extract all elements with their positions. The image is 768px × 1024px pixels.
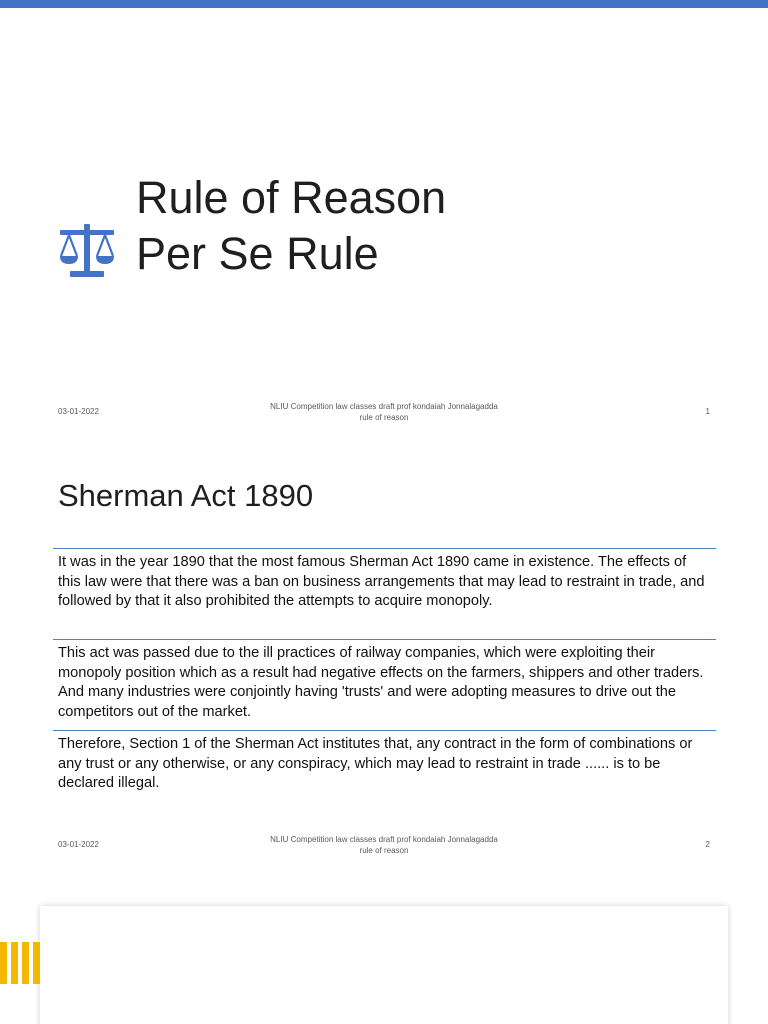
accent-bar bbox=[0, 942, 7, 984]
slide-title-line1: Rule of Reason bbox=[136, 172, 447, 223]
slide-title bbox=[136, 170, 446, 282]
top-accent-bar bbox=[0, 0, 768, 8]
yellow-accent-bars bbox=[0, 942, 44, 984]
paragraph-list bbox=[53, 548, 716, 810]
next-slide-frame bbox=[40, 906, 728, 1024]
list-item: Therefore, Section 1 of the Sherman Act institutes that, any contract in the form of combinations or any trust or any otherwise, or any conspiracy, which may lead to restraint in trade ...... is to be declared illegal. bbox=[53, 730, 716, 810]
slide-title: Sherman Act 1890 bbox=[58, 478, 314, 513]
footer-caption-line2: rule of reason bbox=[359, 846, 409, 855]
accent-bar bbox=[11, 942, 18, 984]
page-number: 1 bbox=[705, 407, 710, 416]
accent-bar bbox=[33, 942, 40, 984]
page-number: 2 bbox=[705, 840, 710, 849]
footer-date: 03-01-2022 bbox=[58, 407, 99, 416]
list-item: It was in the year 1890 that the most famous Sherman Act 1890 came in existence. The effects of this law were that there was a ban on business arrangements that may lead to restraint in trade, and followed by that it also prohibited the attempts to acquire monopoly. bbox=[53, 548, 716, 639]
slide-footer bbox=[0, 834, 768, 858]
footer-date: 03-01-2022 bbox=[58, 840, 99, 849]
footer-caption-line1: NLIU Competition law classes draft prof kondaiah Jonnalagadda bbox=[270, 402, 498, 411]
accent-bar bbox=[22, 942, 29, 984]
slide-footer bbox=[0, 401, 768, 425]
list-item: This act was passed due to the ill practices of railway companies, which were exploiting their monopoly position which as a result had negative effects on the farmers, shippers and other traders. And many industries were conjointly having 'trusts' and were adopting measures to drive out the competitors out of the market. bbox=[53, 639, 716, 730]
footer-caption bbox=[234, 401, 534, 423]
slide-title-line2: Per Se Rule bbox=[136, 228, 379, 279]
footer-caption-line1: NLIU Competition law classes draft prof kondaiah Jonnalagadda bbox=[270, 835, 498, 844]
footer-caption bbox=[234, 834, 534, 856]
scales-of-justice-icon bbox=[58, 222, 116, 282]
footer-caption-line2: rule of reason bbox=[359, 413, 409, 422]
